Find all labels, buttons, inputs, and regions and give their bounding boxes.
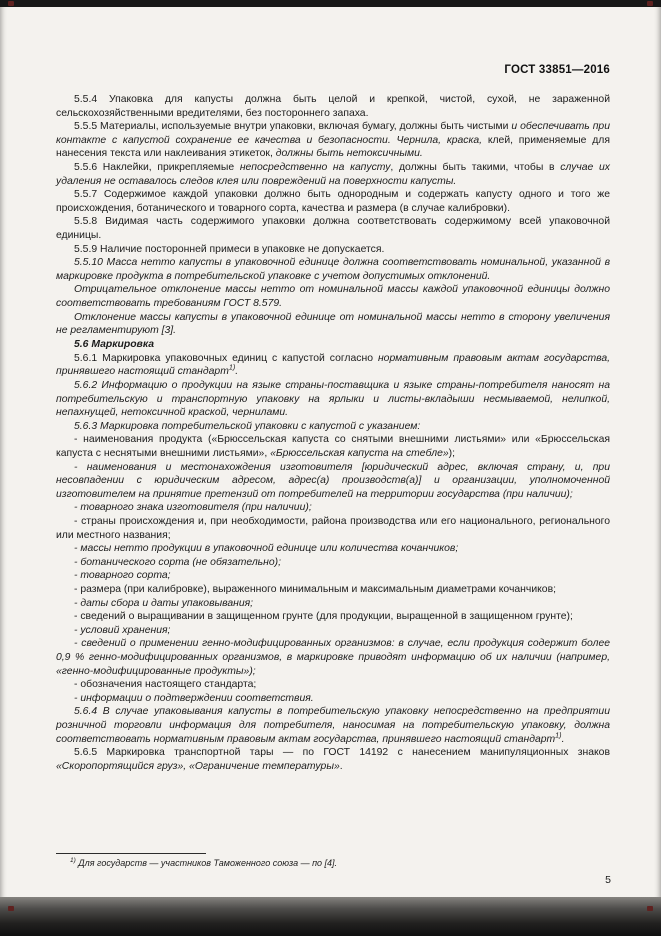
- para-5-5-9: 5.5.9 Наличие посторонней примеси в упаковке не допускается.: [74, 243, 385, 255]
- para-mass-deviation-positive: Отклонение массы капусты в упаковочной единице от номинальной массы нетто в сторону увеличения не регламентируют [3].: [56, 311, 610, 337]
- list-item-storage-conditions: - условий хранения;: [74, 624, 171, 636]
- list-item-origin: - страны происхождения и, при необходимости, района производства или его национального, регионального или местного названия;: [56, 516, 610, 541]
- heading-5-6: 5.6 Маркировка: [74, 338, 154, 350]
- document-body: [56, 93, 610, 773]
- scan-artifact-bottom-right: [647, 906, 653, 911]
- list-item-size: - размера (при калибровке), выраженного минимальным и максимальным диаметрами кочанчиков;: [74, 583, 556, 595]
- list-item-trademark: - товарного знака изготовителя (при наличии);: [74, 502, 312, 514]
- para-5-6-1: 5.6.1 Маркировка упаковочных единиц с капустой согласно нормативным правовым актам государства, принявшего настоящий стандарт$^{1)}$.: [56, 352, 610, 378]
- scan-artifact-bottom-left: [8, 906, 14, 911]
- footnote-divider: [56, 853, 206, 854]
- footnote-text: [56, 858, 610, 869]
- list-item-net-mass: - массы нетто продукции в упаковочной единице или количества кочанчиков;: [74, 543, 459, 555]
- page-number: 5: [605, 874, 611, 886]
- footnote-marker: 1): [70, 857, 76, 864]
- list-item-dates: - даты сбора и даты упаковывания;: [74, 597, 254, 609]
- para-5-5-6: 5.5.6 Наклейки, прикрепляемые непосредственно на капусту, должны быть такими, чтобы в случае их удаления не оставалось следов клея или повреждений на поверхности капусты.: [56, 161, 610, 187]
- footnote: [56, 853, 610, 869]
- para-mass-deviation-negative: Отрицательное отклонение массы нетто от номинальной массы каждой упаковочной единицы должно соответствовать требованиям ГОСТ 8.579.: [56, 284, 610, 309]
- list-item-commercial-grade: - товарного сорта;: [74, 570, 171, 582]
- scan-top-edge: [0, 0, 661, 7]
- page-content: [56, 64, 610, 773]
- para-5-5-4: 5.5.4 Упаковка для капусты должна быть целой и крепкой, чистой, сухой, не зараженной сельскохозяйственными вредителями, без постороннего запаха.: [56, 94, 610, 119]
- list-item-standard-designation: - обозначения настоящего стандарта;: [74, 679, 257, 691]
- scan-artifact-top-left: [8, 1, 14, 6]
- para-5-6-3: 5.6.3 Маркировка потребительской упаковки с капустой с указанием:: [74, 420, 421, 432]
- list-item-product-name: - наименования продукта («Брюссельская капуста со снятыми внешними листьями» или «Брюссельская капуста с неснятыми внешними листьями», «Брюссельская капуста на стебле»);: [56, 434, 610, 460]
- footnote-body: Для государств — участников Таможенного союза — по [4].: [75, 858, 338, 868]
- para-5-5-10: 5.5.10 Масса нетто капусты в упаковочной единице должна соответствовать номинальной, указанной в маркировке продукта в потребительской упаковке с учетом допустимых отклонений.: [56, 257, 610, 282]
- para-5-5-5: 5.5.5 Материалы, используемые внутри упаковки, включая бумагу, должны быть чистыми и обеспечивать при контакте с капустой сохранение ее качества и безопасности. Чернила, краска, клей, применяемые для нанесения текста или наклеивания этикеток, должны быть нетоксичными.: [56, 121, 610, 160]
- list-item-botanical-variety: - ботанического сорта (не обязательно);: [74, 556, 281, 568]
- scan-artifact-top-right: [647, 1, 653, 6]
- list-item-protected-ground: - сведений о выращивании в защищенном грунте (для продукции, выращенной в защищенном грунте);: [74, 611, 573, 623]
- para-5-6-4: 5.6.4 В случае упаковывания капусты в потребительскую упаковку непосредственно на предприятии розничной торговли информация для потребителя, наносимая на потребительскую упаковку, должна соответствовать нормативным правовым актам государства, принявшего настоящий стандарт$^{1)}$.: [56, 706, 610, 745]
- list-item-gmo: - сведений о применении генно-модифицированных организмов: в случае, если продукция содержит более 0,9 % генно-модифицированных организмов, в маркировке приводят информацию об их наличии (например, «генно-модифицированные продукты»);: [56, 638, 610, 677]
- para-5-6-2: 5.6.2 Информацию о продукции на языке страны-поставщика и языке страны-потребителя наносят на потребительскую и транспортную упаковку на ярлыки и листы-вкладыши несмываемой, нелипкой, непахнущей, нетоксичной краской, чернилами.: [56, 380, 610, 419]
- para-5-5-7: 5.5.7 Содержимое каждой упаковки должно быть однородным и содержать капусту одного и того же происхождения, ботанического и товарного сорта, качества и размера (в случае калибровки).: [56, 189, 610, 214]
- list-item-manufacturer: - наименования и местонахождения изготовителя [юридический адрес, включая страну, и, при несовпадении с юридическим адресом, адрес(а) производств(а)] и организации, уполномоченной изготовителем на принятие претензий от потребителей на территории государства (при наличии);: [56, 461, 610, 500]
- list-item-conformity: - информации о подтверждении соответствия.: [74, 692, 314, 704]
- scan-bottom-edge: [0, 897, 661, 936]
- para-5-6-5: 5.6.5 Маркировка транспортной тары — по ГОСТ 14192 с нанесением манипуляционных знаков «Скоропортящийся груз», «Ограничение температуры».: [56, 747, 610, 772]
- document-code-header: ГОСТ 33851—2016: [504, 64, 610, 76]
- para-5-5-8: 5.5.8 Видимая часть содержимого упаковки должна соответствовать содержимому всей упаковочной единицы.: [56, 216, 610, 241]
